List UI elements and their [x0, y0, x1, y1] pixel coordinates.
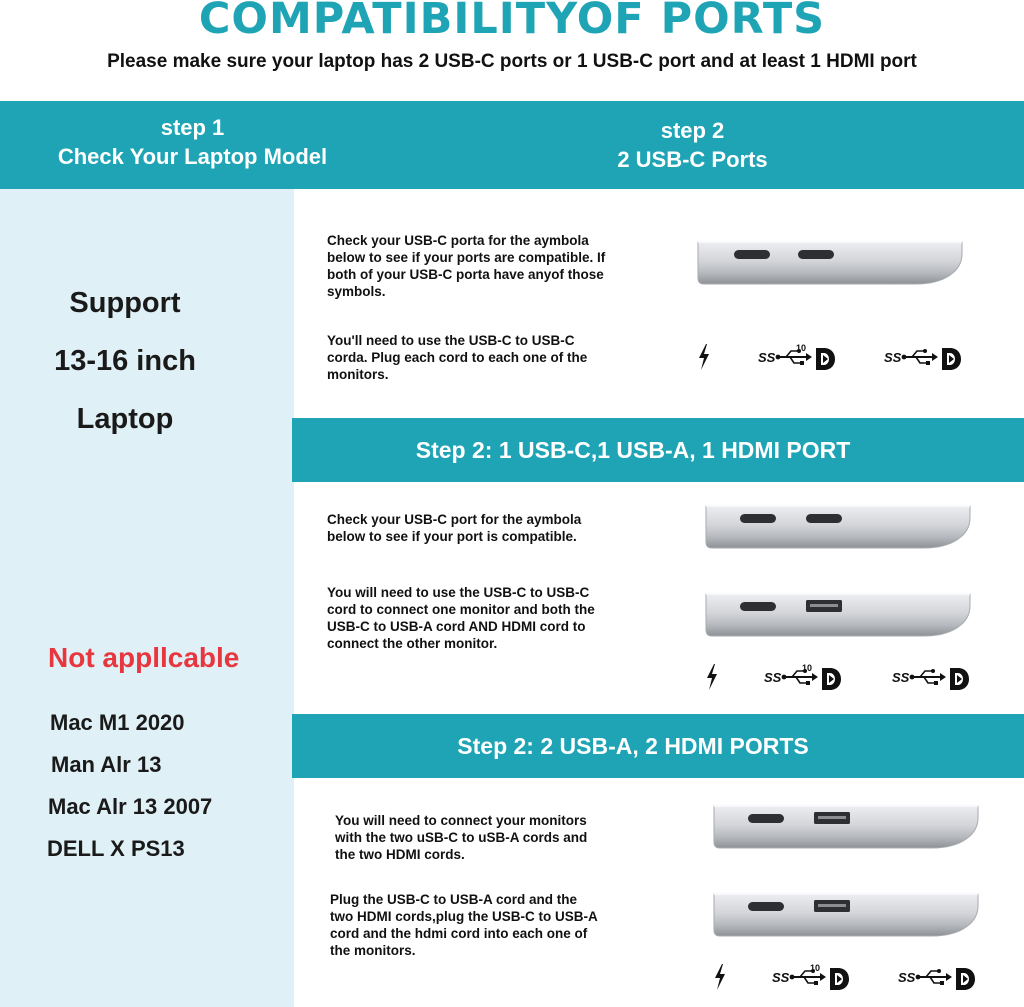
text-line: the monitors. — [330, 943, 416, 958]
section2-symbols — [704, 662, 974, 692]
section2-heading: Step 2: 1 USB-C,1 USB-A, 1 HDMI PORT — [415, 436, 851, 463]
usb-a-port-icon — [806, 600, 842, 612]
usb-a-port-icon — [814, 900, 850, 912]
usb-c-port-icon — [740, 602, 776, 611]
usb-c-port-icon — [740, 514, 776, 523]
model-item: Mac M1 2020 — [50, 710, 185, 735]
usb-c-port-icon — [748, 902, 784, 911]
not-applicable-heading: Not appllcable — [48, 642, 240, 673]
section2-instructions — [327, 511, 581, 545]
laptop-side-2-usbc — [704, 504, 974, 550]
section3-band — [292, 714, 1024, 778]
svg-text:10: 10 — [810, 963, 821, 973]
text-line: USB-C to USB-A cord AND HDMI cord to — [327, 619, 586, 634]
superspeed-usb-icon — [898, 962, 978, 992]
step2-header — [400, 116, 985, 174]
section1-symbols — [696, 342, 966, 372]
text-line: below to see if your port is compatible. — [327, 529, 577, 544]
section1-cord-instructions — [327, 332, 587, 383]
laptop-side-usbc-usba — [712, 892, 982, 938]
text-line: with the two uSB-C to uSB-A cords and — [335, 830, 588, 845]
usb-c-port-icon — [734, 250, 770, 259]
thunderbolt-icon — [704, 662, 720, 692]
steps-header — [0, 101, 1024, 189]
usb-c-port-icon — [806, 514, 842, 523]
support-line: 13-16 inch — [54, 345, 196, 377]
text-line: two HDMI cords,plug the USB-C to USB-A — [330, 909, 598, 924]
text-line: both of your USB-C porta have anyof those — [327, 267, 604, 282]
step2-label: step 2 — [660, 118, 725, 143]
text-line: cord and the hdmi cord into each one of — [330, 926, 588, 941]
thunderbolt-icon — [696, 342, 712, 372]
step1-header — [0, 113, 385, 171]
usb-c-port-icon — [748, 814, 784, 823]
superspeed-usb-10-icon — [764, 662, 844, 692]
text-line: the two HDMI cords. — [335, 847, 465, 862]
model-item: DELL X PS13 — [47, 836, 185, 861]
step2-heading: 2 USB-C Ports — [617, 147, 768, 172]
text-line: corda. Plug each cord to each one of the — [327, 350, 588, 365]
superspeed-usb-10-icon — [772, 962, 852, 992]
section3-symbols — [712, 962, 982, 992]
superspeed-usb-icon — [884, 342, 964, 372]
section2-band — [292, 418, 1024, 482]
model-item: Mac Alr 13 2007 — [48, 794, 213, 819]
section3-instructions — [335, 812, 587, 863]
laptop-model-panel — [0, 189, 294, 1007]
usb-a-port-icon — [814, 812, 850, 824]
text-line: You'll need to use the USB-C to USB-C — [327, 333, 575, 348]
section3-cord-instructions — [330, 891, 598, 959]
text-line: below to see if your ports are compatible. If — [327, 250, 606, 265]
text-line: Check your USB-C porta for the aymbola — [327, 233, 589, 248]
step1-heading: Check Your Laptop Model — [57, 144, 328, 169]
section3-heading: Step 2: 2 USB-A, 2 HDMI PORTS — [457, 732, 809, 759]
page-subtitle: Please make sure your laptop has 2 USB-C ports or 1 USB-C port and at least 1 HDMI port — [107, 51, 917, 72]
thunderbolt-icon — [712, 962, 728, 992]
text-line: You will need to connect your monitors — [335, 813, 587, 828]
section1-instructions — [327, 232, 605, 300]
support-line: Laptop — [76, 403, 174, 435]
laptop-side-2-usbc — [696, 240, 966, 286]
section2-cord-instructions — [327, 584, 595, 652]
text-line: symbols. — [327, 284, 386, 299]
text-line: You will need to use the USB-C to USB-C — [327, 585, 590, 600]
laptop-side-usbc-usba — [704, 592, 974, 638]
superspeed-usb-10-icon — [758, 342, 838, 372]
text-line: cord to connect one monitor and both the — [327, 602, 595, 617]
usb-c-port-icon — [798, 250, 834, 259]
text-line: Plug the USB-C to USB-A cord and the — [330, 892, 577, 907]
page-title: COMPATIBILITYOF PORTS — [198, 0, 826, 44]
superspeed-usb-icon — [892, 662, 972, 692]
svg-text:10: 10 — [802, 663, 813, 673]
text-line: connect the other monitor. — [327, 636, 498, 651]
laptop-side-usbc-usba — [712, 804, 982, 850]
step1-label: step 1 — [160, 115, 225, 140]
model-item: Man Alr 13 — [51, 752, 162, 777]
text-line: monitors. — [327, 367, 389, 382]
svg-text:10: 10 — [796, 343, 807, 353]
support-line: Support — [69, 287, 181, 319]
text-line: Check your USB-C port for the aymbola — [327, 512, 582, 527]
